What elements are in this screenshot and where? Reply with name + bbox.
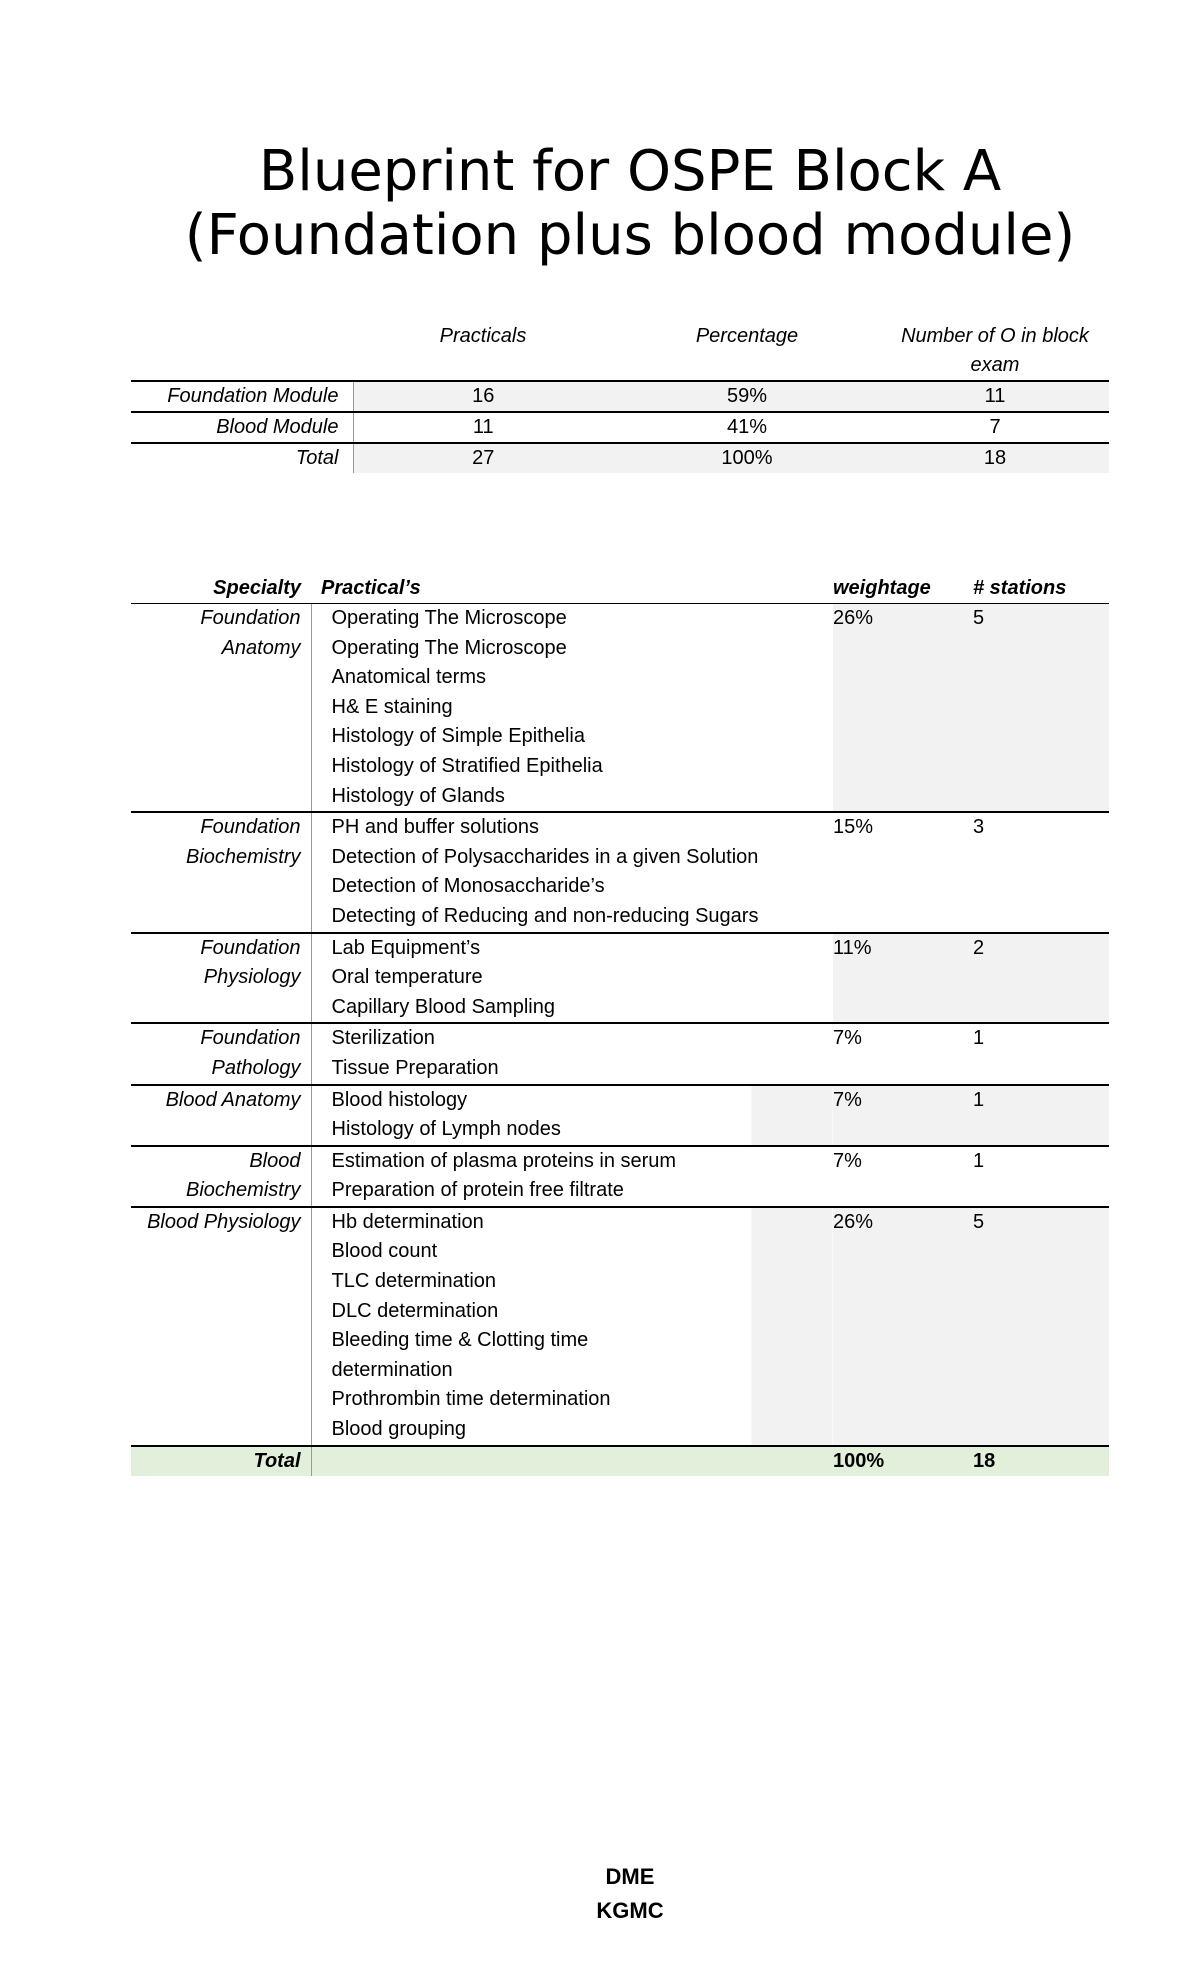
practicals-cell <box>311 933 833 1024</box>
stations-cell: 1 <box>973 1146 1109 1207</box>
group-row <box>131 604 1109 813</box>
group-row <box>131 1146 1109 1207</box>
practical-item: Histology of Stratified Epithelia <box>331 754 603 777</box>
summary-practicals-value: 16 <box>353 381 613 412</box>
summary-number-value: 11 <box>881 381 1109 412</box>
practical-item: Sterilization <box>331 1027 435 1050</box>
summary-row-foundation <box>131 381 1109 412</box>
practical-item: Blood count <box>331 1240 438 1263</box>
practical-item: Oral temperature <box>331 966 483 989</box>
summary-practicals-value: 11 <box>353 412 613 443</box>
summary-row-blood <box>131 412 1109 443</box>
blueprint-table <box>131 574 1109 1476</box>
summary-row-total <box>131 443 1109 473</box>
group-row <box>131 812 1109 932</box>
footer <box>0 1860 1200 1928</box>
header-weightage: weightage <box>833 574 973 604</box>
header-stations: # stations <box>973 574 1109 604</box>
specialty-cell: Blood Physiology <box>131 1207 311 1446</box>
practical-item: Estimation of plasma proteins in serum <box>331 1149 677 1172</box>
stations-cell: 5 <box>973 604 1109 813</box>
header-practicals: Practical’s <box>311 574 833 604</box>
practical-item: Tissue Preparation <box>331 1056 499 1079</box>
summary-row-label: Total <box>131 443 353 473</box>
practicals-cell <box>311 812 833 932</box>
weightage-cell: 26% <box>833 604 973 813</box>
total-row <box>131 1446 1109 1476</box>
summary-header-practicals: Practicals <box>439 325 527 347</box>
specialty-cell: Blood Biochemistry <box>131 1146 311 1207</box>
total-weightage: 100% <box>833 1446 973 1476</box>
practical-item: TLC determination <box>331 1270 497 1293</box>
weightage-cell: 7% <box>833 1085 973 1146</box>
practicals-cell <box>311 1085 833 1146</box>
group-row <box>131 1207 1109 1446</box>
practical-item: PH and buffer solutions <box>331 816 540 839</box>
title-line-1: Blueprint for OSPE Block A <box>258 139 1002 204</box>
weightage-cell: 15% <box>833 812 973 932</box>
weightage-cell: 7% <box>833 1146 973 1207</box>
practical-item: Prothrombin time determination <box>331 1388 611 1411</box>
summary-number-value: 7 <box>881 412 1109 443</box>
specialty-cell: Blood Anatomy <box>131 1085 311 1146</box>
practical-item: Detection of Polysaccharides in a given Solution <box>331 845 759 868</box>
summary-header-blank <box>131 322 353 381</box>
footer-line-1: DME <box>605 1864 655 1889</box>
summary-table <box>131 322 1109 473</box>
specialty-cell: Foundation Anatomy <box>131 604 311 813</box>
footer-line-2: KGMC <box>596 1898 664 1923</box>
weightage-cell: 26% <box>833 1207 973 1446</box>
practicals-cell <box>311 1146 833 1207</box>
practical-item: Lab Equipment’s <box>331 936 481 959</box>
practical-item: Blood grouping <box>331 1418 467 1441</box>
practical-item: Histology of Glands <box>331 784 505 807</box>
summary-row-label: Foundation Module <box>131 381 353 412</box>
practical-item: Histology of Simple Epithelia <box>331 725 585 748</box>
practical-item: Operating The Microscope <box>331 636 567 659</box>
stations-cell: 3 <box>973 812 1109 932</box>
header-specialty: Specialty <box>131 574 311 604</box>
practicals-cell <box>311 604 833 813</box>
practical-item: Detecting of Reducing and non-reducing Sugars <box>331 904 759 927</box>
summary-percentage-value: 41% <box>613 412 881 443</box>
practical-item: Histology of Lymph nodes <box>331 1118 561 1141</box>
stations-cell: 1 <box>973 1085 1109 1146</box>
group-row <box>131 1085 1109 1146</box>
total-practicals-empty <box>311 1446 833 1476</box>
summary-header-percentage: Percentage <box>695 325 799 347</box>
blueprint-header-row <box>131 574 1109 604</box>
title-line-2: (Foundation plus blood module) <box>184 203 1076 268</box>
group-row <box>131 1023 1109 1084</box>
stations-cell: 5 <box>973 1207 1109 1446</box>
practical-item: Preparation of protein free filtrate <box>331 1179 624 1202</box>
summary-practicals-value: 27 <box>353 443 613 473</box>
specialty-cell: Foundation Biochemistry <box>131 812 311 932</box>
practical-item: Blood histology <box>331 1088 468 1111</box>
practical-item: Anatomical terms <box>331 666 486 689</box>
summary-header-number: Number of O in block exam <box>901 325 1089 376</box>
practical-item: DLC determination <box>331 1299 499 1322</box>
total-label: Total <box>131 1446 311 1476</box>
weightage-cell: 11% <box>833 933 973 1024</box>
practicals-cell <box>311 1023 833 1084</box>
specialty-cell: Foundation Pathology <box>131 1023 311 1084</box>
group-row <box>131 933 1109 1024</box>
summary-percentage-value: 100% <box>613 443 881 473</box>
practical-item: H& E staining <box>331 695 453 718</box>
summary-row-label: Blood Module <box>131 412 353 443</box>
stations-cell: 1 <box>973 1023 1109 1084</box>
page-title <box>0 140 1200 268</box>
summary-percentage-value: 59% <box>613 381 881 412</box>
practical-item: Detection of Monosaccharide’s <box>331 875 605 898</box>
total-stations: 18 <box>973 1446 1109 1476</box>
practical-item: Bleeding time & Clotting time determination <box>331 1329 589 1381</box>
stations-cell: 2 <box>973 933 1109 1024</box>
practical-item: Capillary Blood Sampling <box>331 995 555 1018</box>
summary-header-row <box>131 322 1109 381</box>
summary-number-value: 18 <box>881 443 1109 473</box>
practical-item: Hb determination <box>331 1210 484 1233</box>
practical-item: Operating The Microscope <box>331 607 567 629</box>
practicals-cell <box>311 1207 833 1446</box>
specialty-cell: Foundation Physiology <box>131 933 311 1024</box>
weightage-cell: 7% <box>833 1023 973 1084</box>
